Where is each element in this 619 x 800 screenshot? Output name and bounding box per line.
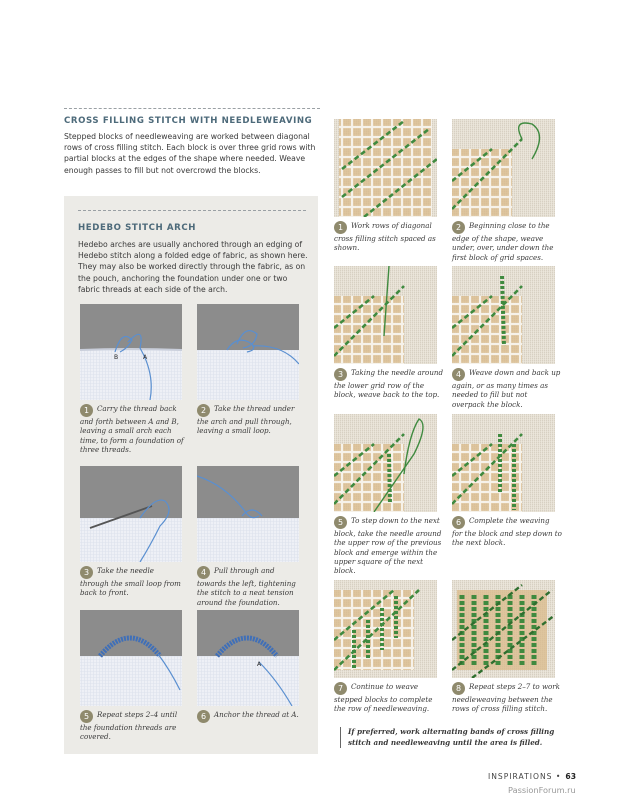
hedebo-photo-1 [80,304,182,400]
step-text: Work rows of diagonal cross filling stitch spaced as shown. [334,221,436,253]
hedebo-step-4 [197,566,305,607]
hedebo-step-5 [80,710,184,742]
step-number-badge: 8 [452,682,465,695]
cross-photo-7 [334,580,437,678]
cross-photo-1 [334,119,437,217]
step-number-badge: 6 [452,516,465,529]
step-text: Carry the thread back and forth between A and B, leaving a small arch each time, to form a foundation of three threads. [80,404,184,454]
step-text: Repeat steps 2–7 to work needleweaving between the rows of cross filling stitch. [452,682,560,714]
cross-step-8 [452,682,564,714]
hedebo-photo-5 [80,610,182,706]
step-number-badge: 3 [80,566,93,579]
footer-separator: • [555,772,562,781]
step-number-badge: 2 [197,404,210,417]
hedebo-step-1 [80,404,184,454]
panel-rule [78,210,306,211]
section-title-cross-filling: CROSS FILLING STITCH WITH NEEDLEWEAVING [64,116,313,126]
cross-step-5 [334,516,446,575]
step-number-badge: 5 [334,516,347,529]
cross-step-3 [334,368,446,400]
page-number: 63 [565,772,576,781]
hedebo-photo-2 [197,304,299,400]
step-number-badge: 2 [452,221,465,234]
step-number-badge: 4 [452,368,465,381]
step-text: Take the thread under the arch and pull through, leaving a small loop. [197,404,295,436]
section-rule [64,108,320,109]
step-text: Pull through and towards the left, tightening the stitch to a neat tension around the foundation. [197,566,296,607]
cross-step-2 [452,221,562,262]
step-number-badge: 3 [334,368,347,381]
cross-step-1 [334,221,446,253]
hedebo-photo-6 [197,610,299,706]
cross-photo-6 [452,414,555,512]
label-b: B [114,354,119,361]
watermark: PassionForum.ru [508,785,576,795]
section-title-hedebo: HEDEBO STITCH ARCH [78,223,197,233]
label-a: A [143,354,148,361]
step-text: Beginning close to the edge of the shape, weave under, over, under down the first block of grid spaces. [452,221,554,262]
step-number-badge: 6 [197,710,210,723]
hedebo-step-3 [80,566,184,598]
cross-photo-4 [452,266,555,364]
cross-photo-5 [334,414,437,512]
hedebo-photo-4 [197,466,299,562]
step-number-badge: 1 [80,404,93,417]
footer-section: INSPIRATIONS [488,772,553,781]
step-text: Repeat steps 2–4 until the foundation threads are covered. [80,710,178,742]
step-text: Take the needle through the small loop from back to front. [80,566,181,598]
step-number-badge: 4 [197,566,210,579]
label-a-step6: A [257,661,262,668]
step-text: Taking the needle around the lower grid row of the block, weave back to the top. [334,368,444,400]
cross-step-6 [452,516,562,548]
hedebo-intro: Hedebo arches are usually anchored through an edging of Hedebo stitch along a folded edge of fabric, as shown here. They may also be worked directly through the fabric, as on the pouch, anchoring the foundation under one or two fabric threads at each side of the arch. [78,240,308,294]
step-text: Anchor the thread at A. [214,710,299,719]
step-number-badge: 1 [334,221,347,234]
step-text: To step down to the next block, take the needle around the upper row of the previous block and emerge within the upper square of the next block. [334,516,442,576]
hedebo-step-6 [197,710,305,723]
hedebo-photo-3 [80,466,182,562]
cross-step-4 [452,368,562,409]
step-text: Continue to weave stepped blocks to complete the row of needleweaving. [334,682,433,714]
cross-filling-intro: Stepped blocks of needleweaving are worked between diagonal rows of cross filling stitch. Each block is over three grid rows with partial blocks at the edges of the shape where needed. Weave enough passes to fill but not overcrowd the blocks. [64,132,316,175]
step-number-badge: 5 [80,710,93,723]
step-text: Complete the weaving for the block and step down to the next block. [452,516,562,548]
page-footer [488,772,576,781]
step-text: Weave down and back up again, or as many times as needed to fill but not overpack the block. [452,368,561,409]
hedebo-step-2 [197,404,305,436]
tip-note: If preferred, work alternating bands of cross filling stitch and needleweaving until the area is filled. [340,727,566,748]
cross-photo-2 [452,119,555,217]
cross-step-7 [334,682,446,714]
cross-photo-3 [334,266,437,364]
cross-photo-8 [452,580,555,678]
step-number-badge: 7 [334,682,347,695]
